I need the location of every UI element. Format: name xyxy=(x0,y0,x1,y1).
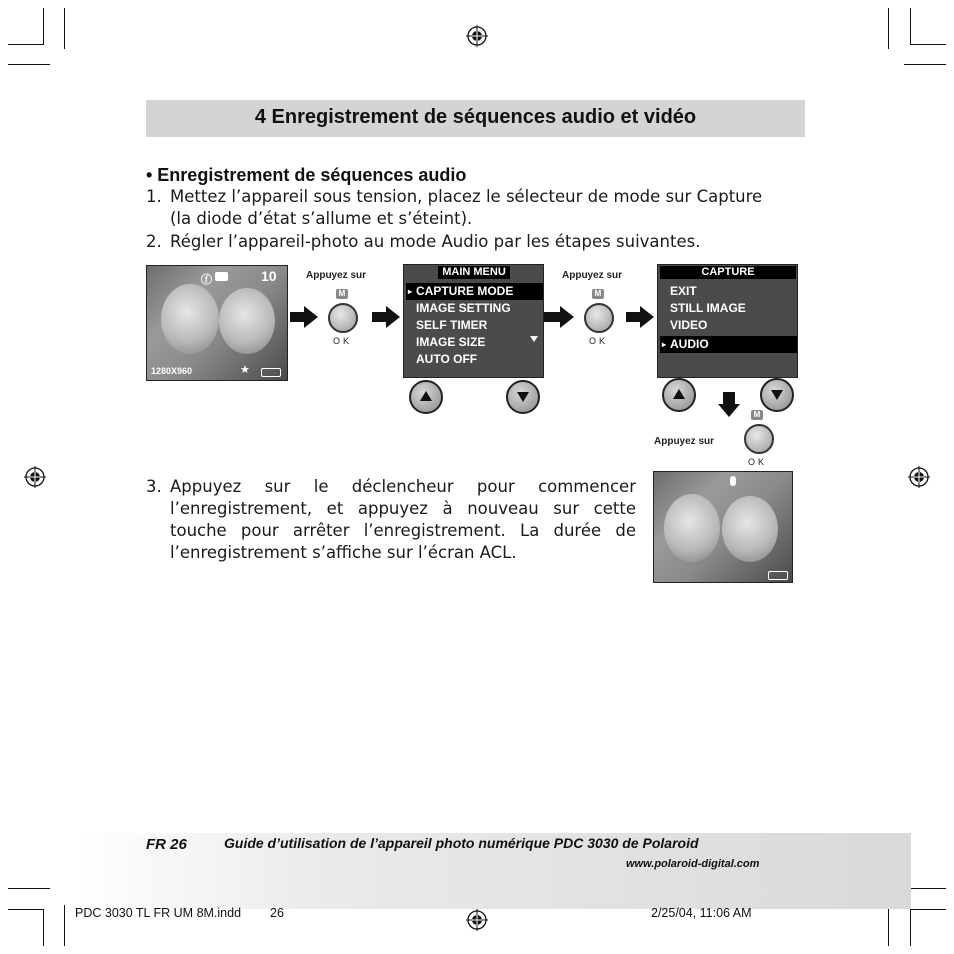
crop-mark xyxy=(8,888,50,889)
selection-pointer-icon: ▸ xyxy=(408,287,413,296)
slug-filename: PDC 3030 TL FR UM 8M.indd xyxy=(75,906,242,920)
crop-mark xyxy=(910,8,911,45)
step-1-line-2: (la diode d’état s’allume et s’éteint). xyxy=(170,209,473,228)
guide-title: Guide d’utilisation de l’appareil photo numérique PDC 3030 de Polaroid xyxy=(224,835,699,851)
arrow-right-icon xyxy=(544,312,560,322)
arrow-right-icon xyxy=(372,312,386,322)
down-button[interactable] xyxy=(760,378,794,412)
ok-button[interactable] xyxy=(584,303,614,333)
step-1-line-1: Mettez l’appareil sous tension, placez le sélecteur de mode sur Capture xyxy=(170,187,763,206)
crop-mark xyxy=(8,64,50,65)
press-label: Appuyez sur xyxy=(306,270,367,281)
menu-item-audio[interactable]: ▸ AUDIO xyxy=(660,336,797,353)
resolution-label: 1280X960 xyxy=(151,366,193,376)
registration-mark-icon xyxy=(24,466,46,488)
menu-item-capture-mode[interactable]: ▸ CAPTURE MODE xyxy=(406,283,543,300)
quality-star-icon: ★ xyxy=(240,363,250,376)
crop-mark xyxy=(64,905,65,946)
camera-icon xyxy=(215,272,228,281)
child-photo xyxy=(664,494,720,562)
up-button[interactable] xyxy=(409,380,443,414)
menu-item-video[interactable]: VIDEO xyxy=(670,318,708,332)
ok-label: OK xyxy=(589,336,609,346)
battery-icon xyxy=(768,571,788,580)
camera-preview-screen xyxy=(146,265,288,381)
crop-mark xyxy=(910,44,946,45)
slug-page: 26 xyxy=(270,906,284,920)
arrow-down-icon xyxy=(771,390,783,400)
step-2-line-1: Régler l’appareil-photo au mode Audio par les étapes suivantes. xyxy=(170,232,701,251)
website-link[interactable]: www.polaroid-digital.com xyxy=(626,858,760,870)
step-3-number: 3. xyxy=(146,477,162,496)
menu-item-image-setting[interactable]: IMAGE SETTING xyxy=(416,301,511,315)
crop-mark xyxy=(43,8,44,45)
arrow-right-icon xyxy=(304,306,318,328)
microphone-icon xyxy=(730,476,736,486)
main-menu-screen xyxy=(403,264,544,378)
arrow-right-icon xyxy=(386,306,400,328)
child-photo xyxy=(161,284,219,354)
menu-item-still-image[interactable]: STILL IMAGE xyxy=(670,301,746,315)
scroll-down-indicator-icon xyxy=(530,336,538,342)
crop-mark xyxy=(64,8,65,49)
crop-mark xyxy=(888,905,889,946)
up-button[interactable] xyxy=(662,378,696,412)
child-photo xyxy=(219,288,275,354)
registration-mark-icon xyxy=(466,909,488,931)
arrow-up-icon xyxy=(673,389,685,399)
chapter-title: 4 Enregistrement de séquences audio et vidéo xyxy=(254,106,697,128)
arrow-down-icon xyxy=(517,392,529,402)
ok-label: OK xyxy=(333,336,353,346)
down-button[interactable] xyxy=(506,380,540,414)
step-1-number: 1. xyxy=(146,187,162,206)
crop-mark xyxy=(888,8,889,49)
selection-pointer-icon: ▸ xyxy=(662,340,667,349)
arrow-right-icon xyxy=(640,306,654,328)
registration-mark-icon xyxy=(466,25,488,47)
menu-item-auto-off[interactable]: AUTO OFF xyxy=(416,352,478,366)
arrow-right-icon xyxy=(626,312,640,322)
menu-item-exit[interactable]: EXIT xyxy=(670,284,697,298)
child-photo xyxy=(722,496,778,562)
ok-button[interactable] xyxy=(744,424,774,454)
ok-button[interactable] xyxy=(328,303,358,333)
arrow-up-icon xyxy=(420,391,432,401)
recording-preview-screen xyxy=(653,471,793,583)
arrow-down-icon xyxy=(718,404,740,417)
main-menu-title: MAIN MENU xyxy=(438,266,510,279)
shots-remaining: 10 xyxy=(261,268,277,284)
arrow-right-icon xyxy=(290,312,304,322)
crop-mark xyxy=(43,909,44,946)
ok-label: OK xyxy=(748,457,768,467)
press-label: Appuyez sur xyxy=(562,270,623,281)
arrow-down-icon xyxy=(723,392,735,404)
step-3-text: Appuyez sur le déclencheur pour commencer l’enregistrement, et appuyez à nouveau sur cette touche pour arrêter l’enregistrement. La durée de l’enregistrement s’affiche sur l’écran ACL. xyxy=(170,477,636,562)
registration-mark-icon xyxy=(908,466,930,488)
page-number: FR 26 xyxy=(146,836,187,853)
step-2-number: 2. xyxy=(146,232,162,251)
menu-m-badge: M xyxy=(592,289,604,299)
press-label: Appuyez sur xyxy=(654,436,715,447)
crop-mark xyxy=(910,909,911,946)
capture-menu-title: CAPTURE xyxy=(660,266,796,279)
menu-m-badge: M xyxy=(336,289,348,299)
chapter-title-bar xyxy=(146,100,805,137)
menu-item-image-size[interactable]: IMAGE SIZE xyxy=(416,335,486,349)
battery-icon xyxy=(261,368,281,377)
arrow-right-icon xyxy=(560,306,574,328)
capture-menu-screen xyxy=(657,264,798,378)
section-heading: • Enregistrement de séquences audio xyxy=(146,165,467,185)
slug-timestamp: 2/25/04, 11:06 AM xyxy=(651,906,752,920)
flash-icon: ⓕ xyxy=(201,273,212,286)
menu-m-badge: M xyxy=(751,410,763,420)
crop-mark xyxy=(904,64,946,65)
menu-item-self-timer[interactable]: SELF TIMER xyxy=(416,318,488,332)
crop-mark xyxy=(8,909,44,910)
crop-mark xyxy=(910,909,946,910)
crop-mark xyxy=(8,44,44,45)
